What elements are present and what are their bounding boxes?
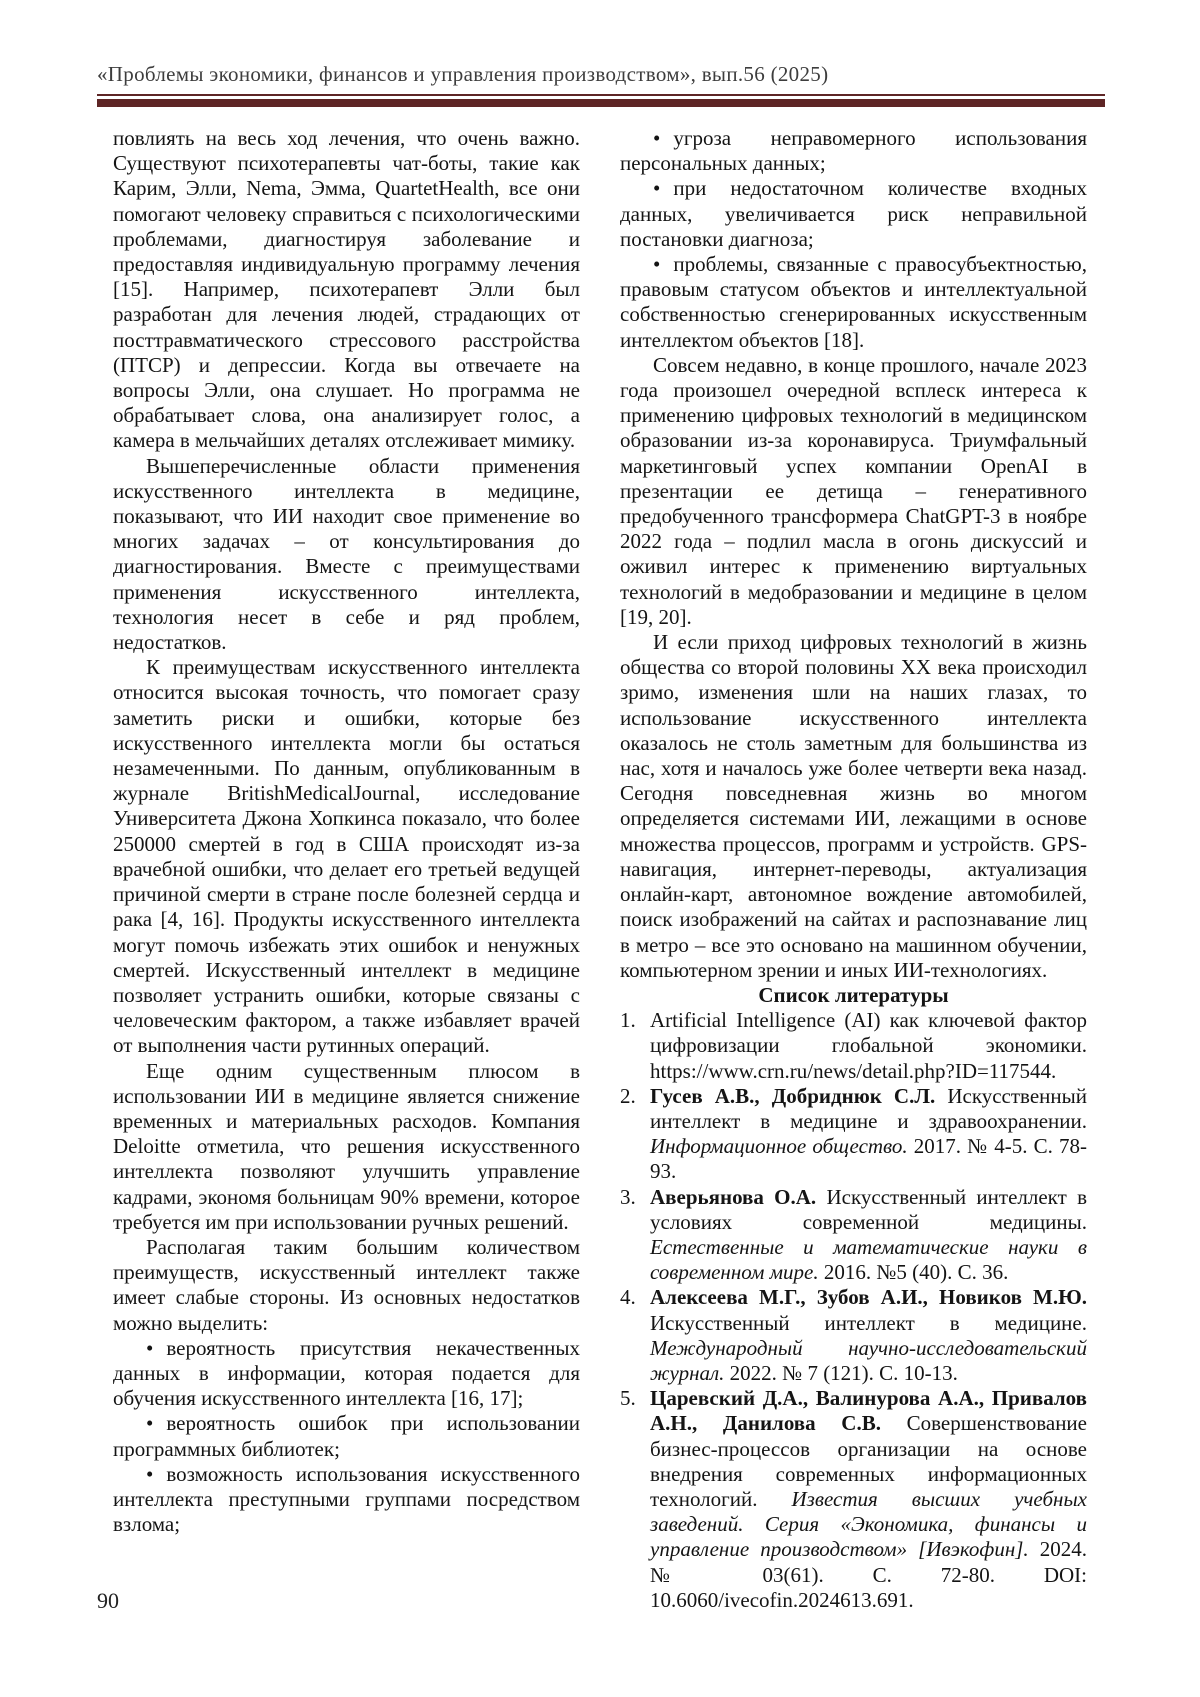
bullet-text: при недостаточном количестве входных данных, увеличивается риск неправильной постановки диагноза; (620, 176, 1087, 251)
bullet-icon: • (653, 176, 661, 201)
bullet-item (113, 1336, 580, 1412)
reference-number: 3. (620, 1184, 636, 1209)
reference-item (620, 1008, 1087, 1084)
reference-number: 5. (620, 1386, 636, 1411)
reference-journal: Известия высших учебных заведений. Серия «Экономика, финансы и управление производством» [Ивэкофин]. (650, 1486, 1087, 1562)
bullet-item (620, 176, 1087, 252)
reference-title: Искусственный интеллект в условиях современной медицины. (650, 1184, 1087, 1234)
references-heading: Список литературы (758, 982, 949, 1007)
reference-item (620, 1386, 1087, 1613)
reference-item (620, 1285, 1087, 1386)
bullet-icon: • (146, 1461, 154, 1486)
reference-tail: 2022. № 7 (121). С. 10-13. (724, 1360, 958, 1385)
body-columns (113, 126, 1087, 1613)
bullet-icon: • (653, 252, 661, 277)
bullet-item (113, 1462, 580, 1538)
reference-title: Искусственный интеллект в медицине и здравоохранении. (650, 1083, 1087, 1133)
left-column (113, 126, 580, 1613)
reference-authors: Царевский Д.А., Валинурова А.А., Привалов А.Н., Данилова С.В. (650, 1386, 1087, 1436)
reference-tail: 2024. № 03(61). С. 72-80. DOI: 10.6060/ivecofin.2024613.691. (650, 1537, 1087, 1612)
header-rule-thick (97, 99, 1105, 107)
header-rule-thin (97, 94, 1105, 96)
bullet-icon: • (653, 126, 661, 150)
bullet-item (113, 1411, 580, 1461)
bullet-text: проблемы, связанные с правосубъектностью, правовым статусом объектов и интеллектуальной собственностью сгенерированных искусственным интеллектом объектов [18]. (620, 252, 1087, 352)
reference-authors: Гусев А.В., Добриднюк С.Л. (650, 1083, 936, 1108)
bullet-text: угроза неправомерного использования персональных данных; (620, 126, 1087, 176)
bullet-item (620, 252, 1087, 353)
reference-tail: 2017. № 4-5. С. 78-93. (650, 1134, 1088, 1184)
paragraph: К преимуществам искусственного интеллекта относится высокая точность, что помогает сразу заметить риски и ошибки, которые без искусственного интеллекта могли бы остаться незамеченными. По данным, опубликованным в журнале BritishMedicalJournal, исследование Университета Джона Хопкинса показало, что более 250000 смертей в год в США происходят из-за врачебной ошибки, что делает его третьей ведущей причиной смерти в стране после болезней сердца и рака [4, 16]. Продукты искусственного интеллекта могут помочь избежать этих ошибок и ненужных смертей. Искусственный интеллект в медицине позволяет устранить ошибки, которые связаны с человеческим фактором, а также избавляет врачей от выполнения части рутинных операций. (113, 655, 580, 1058)
paragraph: Вышеперечисленные области применения искусственного интеллекта в медицине, показывают, что ИИ находит свое применение во многих задачах – от консультирования до диагностирования. Вместе с преимуществами применения искусственного интеллекта, технология несет в себе и ряд проблем, недостатков. (113, 453, 580, 655)
reference-journal: Естественные и математические науки в современном мире. (650, 1234, 1087, 1285)
paragraph: И если приход цифровых технологий в жизнь общества со второй половины XX века происходил зримо, изменения шли на наших глазах, то использование искусственного интеллекта оказалось не столь заметным для большинства из нас, хотя и началось уже более четверти века назад. Сегодня повседневная жизнь во многом определяется системами ИИ, лежащими в основе множества процессов, программ и устройств. GPS-навигация, интернет-переводы, актуализация онлайн-карт, автономное вождение автомобилей, поиск изображений на сайтах и распознавание лиц в метро – все это основано на машинном обучении, компьютерном зрении и иных ИИ-технологиях. (620, 630, 1087, 982)
reference-journal: Информационное общество. (650, 1134, 908, 1159)
bullet-text: вероятность ошибок при использовании программных библиотек; (113, 1411, 580, 1461)
reference-number: 4. (620, 1285, 636, 1310)
reference-authors: Алексеева М.Г., Зубов А.И., Новиков М.Ю. (650, 1285, 1087, 1310)
right-column (620, 126, 1087, 1613)
references-list (620, 1008, 1087, 1613)
reference-title: Artificial Intelligence (AI) как ключевой фактор цифровизации глобальной экономики. https://www.crn.ru/news/detail.php?ID=117544. (650, 1008, 1087, 1083)
reference-number: 2. (620, 1083, 636, 1108)
paragraph: Располагая таким большим количеством преимуществ, искусственный интеллект также имеет слабые стороны. Из основных недостатков можно выделить: (113, 1234, 580, 1335)
reference-item (620, 1084, 1087, 1185)
bullet-icon: • (146, 1411, 154, 1436)
bullet-text: вероятность присутствия некачественных данных в информации, которая подается для обучения искусственного интеллекта [16, 17]; (113, 1335, 580, 1411)
reference-title: Совершенствование бизнес-процессов организации на основе внедрения современных информационных технологий. (650, 1411, 1087, 1511)
reference-tail: 2016. №5 (40). С. 36. (818, 1260, 1009, 1285)
paragraph: Совсем недавно, в конце прошлого, начале 2023 года произошел очередной всплеск интереса к применению цифровых технологий в медицинском образовании из-за коронавируса. Триумфальный маркетинговый успех компании OpenAI в презентации ее детища – генеративного предобученного трансформера ChatGPT-3 в ноябре 2022 года – подлил масла в огонь дискуссий и оживил интерес к применению виртуальных технологий в медобразовании и медицине в целом [19, 20]. (620, 352, 1087, 629)
paragraph: Еще одним существенным плюсом в использовании ИИ в медицине является снижение временных и материальных расходов. Компания Deloitte отметила, что решения искусственного интеллекта позволяют улучшить управление кадрами, экономя больницам 90% времени, которое требуется им при использовании ручных решений. (113, 1058, 580, 1234)
bullet-icon: • (146, 1335, 154, 1360)
bullet-text: возможность использования искусственного интеллекта преступными группами посредством взлома; (113, 1461, 580, 1537)
bullet-item (620, 126, 1087, 176)
paragraph-continuation: повлиять на весь ход лечения, что очень важно. Существуют психотерапевты чат-боты, такие как Карим, Элли, Nema, Эмма, QuartetHealth, все они помогают человеку справиться с психологическими проблемами, диагностируя заболевание и предоставляя индивидуальную программу лечения [15]. Например, психотерапевт Элли был разработан для лечения людей, страдающих от посттравматического стрессового расстройства (ПТСР) и депрессии. Когда вы отвечаете на вопросы Элли, она слушает. Но программа не обрабатывает слова, она анализирует голос, а камера в мельчайших деталях отслеживает мимику. (113, 126, 580, 453)
reference-title: Искусственный интеллект в медицине. (650, 1310, 1087, 1335)
reference-item (620, 1185, 1087, 1286)
page-number: 90 (97, 1588, 119, 1613)
reference-journal: Международный научно-исследовательский журнал. (650, 1335, 1087, 1385)
reference-number: 1. (620, 1008, 636, 1033)
running-header (97, 62, 1105, 107)
reference-authors: Аверьянова О.А. (650, 1184, 817, 1209)
journal-title: «Проблемы экономики, финансов и управления производством», вып.56 (2025) (97, 62, 829, 86)
